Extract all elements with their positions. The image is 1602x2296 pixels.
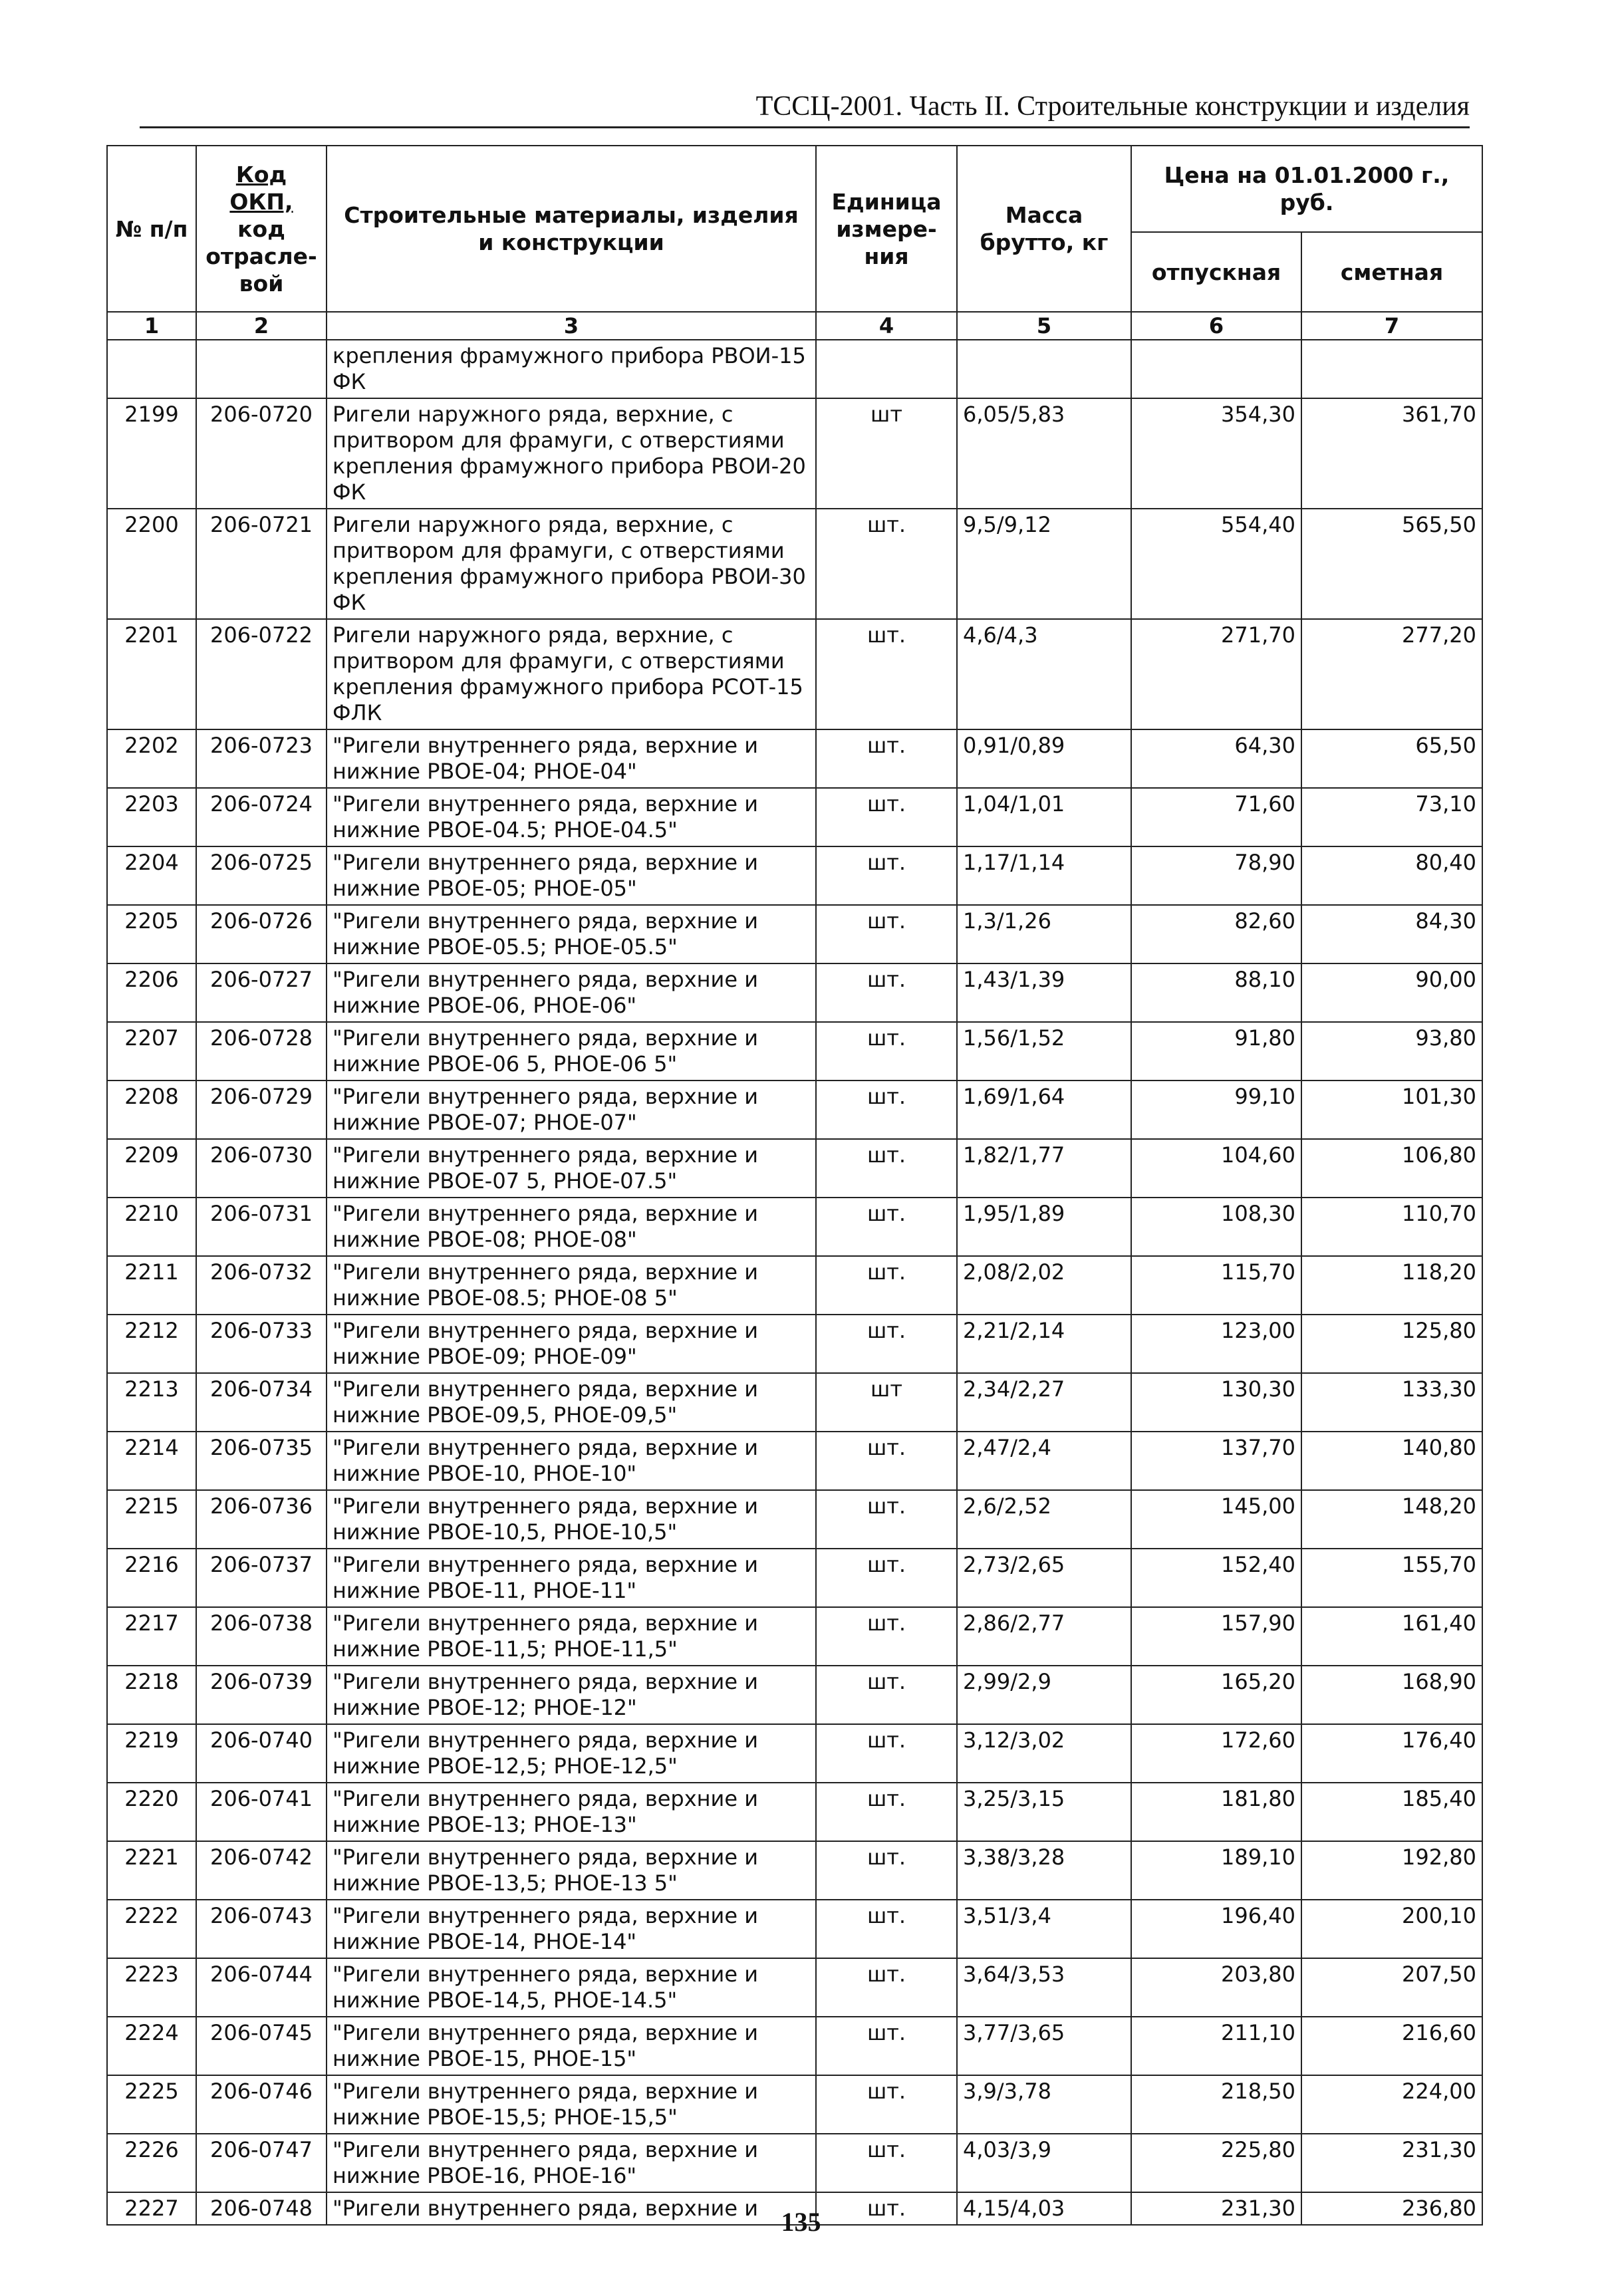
row-mass: 3,25/3,15 <box>957 1783 1131 1841</box>
row-price-estimate: 361,70 <box>1301 398 1482 509</box>
row-unit: шт. <box>816 1841 957 1900</box>
row-price-estimate: 231,30 <box>1301 2134 1482 2192</box>
row-mass: 1,82/1,77 <box>957 1139 1131 1198</box>
row-price-release: 64,30 <box>1131 729 1301 788</box>
table-row <box>107 1432 1482 1490</box>
table-row <box>107 509 1482 619</box>
row-name: "Ригели внутреннего ряда, верхние и нижние РВОЕ-07; РНОЕ-07" <box>327 1081 816 1139</box>
row-price-release: 172,60 <box>1131 1724 1301 1783</box>
row-price-release: 554,40 <box>1131 509 1301 619</box>
row-name: Ригели наружного ряда, верхние, с притвором для фрамуги, с отверстиями крепления фрамужного прибора РВОИ-20 ФК <box>327 398 816 509</box>
running-title: ТССЦ-2001. Часть II. Строительные конструкции и изделия <box>755 91 1470 122</box>
row-unit: шт <box>816 398 957 509</box>
row-unit: шт. <box>816 1198 957 1256</box>
row-unit: шт <box>816 1373 957 1432</box>
row-price-release: 108,30 <box>1131 1198 1301 1256</box>
row-name: Ригели наружного ряда, верхние, с притвором для фрамуги, с отверстиями крепления фрамужного прибора РСОТ-15 ФЛК <box>327 619 816 729</box>
row-code: 206-0724 <box>196 788 327 846</box>
row-number: 2200 <box>107 509 196 619</box>
row-code: 206-0739 <box>196 1666 327 1724</box>
row-name: "Ригели внутреннего ряда, верхние и <box>327 2192 816 2225</box>
table-body <box>107 340 1482 2225</box>
row-mass: 3,77/3,65 <box>957 2017 1131 2075</box>
row-mass: 9,5/9,12 <box>957 509 1131 619</box>
table-row <box>107 1198 1482 1256</box>
row-number: 2219 <box>107 1724 196 1783</box>
row-code: 206-0729 <box>196 1081 327 1139</box>
row-price-estimate: 176,40 <box>1301 1724 1482 1783</box>
table-row <box>107 340 1482 398</box>
row-name: "Ригели внутреннего ряда, верхние и нижние РВОЕ-07 5, РНОЕ-07.5" <box>327 1139 816 1198</box>
row-code: 206-0741 <box>196 1783 327 1841</box>
row-price-release: 225,80 <box>1131 2134 1301 2192</box>
row-number: 2217 <box>107 1607 196 1666</box>
row-mass: 4,15/4,03 <box>957 2192 1131 2225</box>
row-price-estimate: 155,70 <box>1301 1549 1482 1607</box>
row-unit: шт. <box>816 1607 957 1666</box>
table-row <box>107 2134 1482 2192</box>
table-row <box>107 2017 1482 2075</box>
row-price-estimate: 110,70 <box>1301 1198 1482 1256</box>
row-name: "Ригели внутреннего ряда, верхние и нижние РВОЕ-13,5; РНОЕ-13 5" <box>327 1841 816 1900</box>
table-row <box>107 788 1482 846</box>
row-number: 2201 <box>107 619 196 729</box>
row-mass: 1,56/1,52 <box>957 1022 1131 1081</box>
row-code: 206-0734 <box>196 1373 327 1432</box>
row-mass: 3,64/3,53 <box>957 1958 1131 2017</box>
row-mass: 0,91/0,89 <box>957 729 1131 788</box>
table-row <box>107 2075 1482 2134</box>
row-number: 2213 <box>107 1373 196 1432</box>
row-price-release: 115,70 <box>1131 1256 1301 1315</box>
row-unit: шт. <box>816 509 957 619</box>
row-code: 206-0731 <box>196 1198 327 1256</box>
row-price-release: 145,00 <box>1131 1490 1301 1549</box>
row-unit: шт. <box>816 619 957 729</box>
row-number: 2218 <box>107 1666 196 1724</box>
row-name: "Ригели внутреннего ряда, верхние и нижние РВОЕ-05.5; РНОЕ-05.5" <box>327 905 816 963</box>
column-number: 1 <box>107 312 196 340</box>
row-mass: 2,73/2,65 <box>957 1549 1131 1607</box>
row-code: 206-0728 <box>196 1022 327 1081</box>
row-mass: 3,12/3,02 <box>957 1724 1131 1783</box>
row-price-estimate: 73,10 <box>1301 788 1482 846</box>
row-code: 206-0745 <box>196 2017 327 2075</box>
row-code: 206-0746 <box>196 2075 327 2134</box>
row-number: 2222 <box>107 1900 196 1958</box>
row-mass: 1,17/1,14 <box>957 846 1131 905</box>
row-name: "Ригели внутреннего ряда, верхние и нижние РВОЕ-08.5; РНОЕ-08 5" <box>327 1256 816 1315</box>
row-code: 206-0747 <box>196 2134 327 2192</box>
row-mass <box>957 340 1131 398</box>
row-number: 2210 <box>107 1198 196 1256</box>
table-row <box>107 1139 1482 1198</box>
row-code: 206-0723 <box>196 729 327 788</box>
row-name: "Ригели внутреннего ряда, верхние и нижние РВОЕ-04; РНОЕ-04" <box>327 729 816 788</box>
row-price-estimate: 148,20 <box>1301 1490 1482 1549</box>
row-code: 206-0733 <box>196 1315 327 1373</box>
row-mass: 2,6/2,52 <box>957 1490 1131 1549</box>
row-unit: шт. <box>816 963 957 1022</box>
price-table <box>106 145 1483 2226</box>
row-name: "Ригели внутреннего ряда, верхние и нижние РВОЕ-09,5, РНОЕ-09,5" <box>327 1373 816 1432</box>
row-name: "Ригели внутреннего ряда, верхние и нижние РВОЕ-15,5; РНОЕ-15,5" <box>327 2075 816 2134</box>
table-row <box>107 619 1482 729</box>
row-name: "Ригели внутреннего ряда, верхние и нижние РВОЕ-06, РНОЕ-06" <box>327 963 816 1022</box>
row-mass: 4,6/4,3 <box>957 619 1131 729</box>
row-price-release: 165,20 <box>1131 1666 1301 1724</box>
column-number-row <box>107 312 1482 340</box>
row-name: крепления фрамужного прибора РВОИ-15 ФК <box>327 340 816 398</box>
row-mass: 4,03/3,9 <box>957 2134 1131 2192</box>
row-number: 2214 <box>107 1432 196 1490</box>
row-name: "Ригели внутреннего ряда, верхние и нижние РВОЕ-04.5; РНОЕ-04.5" <box>327 788 816 846</box>
row-code: 206-0737 <box>196 1549 327 1607</box>
row-price-release: 104,60 <box>1131 1139 1301 1198</box>
row-code: 206-0738 <box>196 1607 327 1666</box>
row-price-release: 152,40 <box>1131 1549 1301 1607</box>
table-row <box>107 1900 1482 1958</box>
row-unit: шт. <box>816 905 957 963</box>
row-price-release <box>1131 340 1301 398</box>
row-unit: шт. <box>816 1432 957 1490</box>
table-row <box>107 1724 1482 1783</box>
row-name: "Ригели внутреннего ряда, верхние и нижние РВОЕ-05; РНОЕ-05" <box>327 846 816 905</box>
row-name: "Ригели внутреннего ряда, верхние и нижние РВОЕ-12,5; РНОЕ-12,5" <box>327 1724 816 1783</box>
table-row <box>107 1549 1482 1607</box>
row-name: Ригели наружного ряда, верхние, с притвором для фрамуги, с отверстиями крепления фрамужного прибора РВОИ-30 ФК <box>327 509 816 619</box>
row-code: 206-0725 <box>196 846 327 905</box>
row-name: "Ригели внутреннего ряда, верхние и нижние РВОЕ-14, РНОЕ-14" <box>327 1900 816 1958</box>
row-name: "Ригели внутреннего ряда, верхние и нижние РВОЕ-06 5, РНОЕ-06 5" <box>327 1022 816 1081</box>
row-price-release: 189,10 <box>1131 1841 1301 1900</box>
row-code: 206-0748 <box>196 2192 327 2225</box>
row-price-estimate: 133,30 <box>1301 1373 1482 1432</box>
row-price-release: 130,30 <box>1131 1373 1301 1432</box>
row-price-release: 218,50 <box>1131 2075 1301 2134</box>
row-price-estimate: 84,30 <box>1301 905 1482 963</box>
row-code <box>196 340 327 398</box>
table-row <box>107 398 1482 509</box>
row-mass: 3,38/3,28 <box>957 1841 1131 1900</box>
row-unit: шт. <box>816 1666 957 1724</box>
row-price-estimate: 236,80 <box>1301 2192 1482 2225</box>
row-mass: 1,95/1,89 <box>957 1198 1131 1256</box>
table-row <box>107 963 1482 1022</box>
row-mass: 1,3/1,26 <box>957 905 1131 963</box>
row-code: 206-0727 <box>196 963 327 1022</box>
row-mass: 2,34/2,27 <box>957 1373 1131 1432</box>
row-code: 206-0742 <box>196 1841 327 1900</box>
row-mass: 2,08/2,02 <box>957 1256 1131 1315</box>
header-mass: Масса брутто, кг <box>957 146 1131 312</box>
row-code: 206-0732 <box>196 1256 327 1315</box>
row-name: "Ригели внутреннего ряда, верхние и нижние РВОЕ-08; РНОЕ-08" <box>327 1198 816 1256</box>
row-unit: шт. <box>816 1081 957 1139</box>
row-mass: 1,69/1,64 <box>957 1081 1131 1139</box>
row-price-estimate: 106,80 <box>1301 1139 1482 1198</box>
page-number: 135 <box>781 2207 821 2237</box>
row-number: 2204 <box>107 846 196 905</box>
table-row <box>107 1022 1482 1081</box>
row-unit: шт. <box>816 1724 957 1783</box>
row-name: "Ригели внутреннего ряда, верхние и нижние РВОЕ-15, РНОЕ-15" <box>327 2017 816 2075</box>
row-code: 206-0744 <box>196 1958 327 2017</box>
row-name: "Ригели внутреннего ряда, верхние и нижние РВОЕ-12; РНОЕ-12" <box>327 1666 816 1724</box>
row-price-estimate: 207,50 <box>1301 1958 1482 2017</box>
column-number: 6 <box>1131 312 1301 340</box>
row-unit: шт. <box>816 1022 957 1081</box>
row-name: "Ригели внутреннего ряда, верхние и нижние РВОЕ-10,5, РНОЕ-10,5" <box>327 1490 816 1549</box>
row-price-estimate <box>1301 340 1482 398</box>
table-row <box>107 1666 1482 1724</box>
table-row <box>107 729 1482 788</box>
row-unit: шт. <box>816 1549 957 1607</box>
row-code: 206-0740 <box>196 1724 327 1783</box>
row-unit: шт. <box>816 1256 957 1315</box>
row-price-estimate: 101,30 <box>1301 1081 1482 1139</box>
row-price-estimate: 200,10 <box>1301 1900 1482 1958</box>
table-row <box>107 1373 1482 1432</box>
row-number: 2212 <box>107 1315 196 1373</box>
row-unit: шт. <box>816 1490 957 1549</box>
table-header <box>107 146 1482 340</box>
row-mass: 2,99/2,9 <box>957 1666 1131 1724</box>
row-price-estimate: 65,50 <box>1301 729 1482 788</box>
row-number: 2202 <box>107 729 196 788</box>
row-unit: шт. <box>816 2017 957 2075</box>
row-price-estimate: 125,80 <box>1301 1315 1482 1373</box>
row-price-release: 196,40 <box>1131 1900 1301 1958</box>
table-row <box>107 846 1482 905</box>
row-code: 206-0722 <box>196 619 327 729</box>
row-price-release: 157,90 <box>1131 1607 1301 1666</box>
row-price-release: 123,00 <box>1131 1315 1301 1373</box>
row-price-estimate: 224,00 <box>1301 2075 1482 2134</box>
table-row <box>107 1315 1482 1373</box>
running-header <box>140 90 1470 128</box>
row-number: 2209 <box>107 1139 196 1198</box>
column-number: 3 <box>327 312 816 340</box>
row-price-estimate: 80,40 <box>1301 846 1482 905</box>
row-price-release: 88,10 <box>1131 963 1301 1022</box>
row-price-estimate: 168,90 <box>1301 1666 1482 1724</box>
column-number: 2 <box>196 312 327 340</box>
row-unit: шт. <box>816 2075 957 2134</box>
row-price-estimate: 140,80 <box>1301 1432 1482 1490</box>
row-code: 206-0721 <box>196 509 327 619</box>
header-price-group: Цена на 01.01.2000 г., руб. <box>1131 146 1482 232</box>
row-price-release: 203,80 <box>1131 1958 1301 2017</box>
row-price-estimate: 185,40 <box>1301 1783 1482 1841</box>
row-unit: шт. <box>816 2134 957 2192</box>
row-mass: 2,21/2,14 <box>957 1315 1131 1373</box>
row-price-release: 78,90 <box>1131 846 1301 905</box>
header-price-release: отпускная <box>1131 232 1301 312</box>
row-mass: 2,86/2,77 <box>957 1607 1131 1666</box>
row-number: 2203 <box>107 788 196 846</box>
row-price-release: 211,10 <box>1131 2017 1301 2075</box>
row-price-release: 91,80 <box>1131 1022 1301 1081</box>
header-code <box>196 146 327 312</box>
row-mass: 6,05/5,83 <box>957 398 1131 509</box>
row-name: "Ригели внутреннего ряда, верхние и нижние РВОЕ-14,5, РНОЕ-14.5" <box>327 1958 816 2017</box>
row-name: "Ригели внутреннего ряда, верхние и нижние РВОЕ-13; РНОЕ-13" <box>327 1783 816 1841</box>
row-mass: 1,43/1,39 <box>957 963 1131 1022</box>
row-unit: шт. <box>816 2192 957 2225</box>
row-number: 2205 <box>107 905 196 963</box>
column-number: 7 <box>1301 312 1482 340</box>
row-mass: 3,51/3,4 <box>957 1900 1131 1958</box>
row-unit: шт. <box>816 788 957 846</box>
row-number: 2226 <box>107 2134 196 2192</box>
table-row <box>107 1490 1482 1549</box>
table-row <box>107 1256 1482 1315</box>
row-number: 2223 <box>107 1958 196 2017</box>
row-number <box>107 340 196 398</box>
row-unit: шт. <box>816 1783 957 1841</box>
header-unit: Единица измере-ния <box>816 146 957 312</box>
row-unit: шт. <box>816 729 957 788</box>
table-row <box>107 1081 1482 1139</box>
row-number: 2208 <box>107 1081 196 1139</box>
row-mass: 2,47/2,4 <box>957 1432 1131 1490</box>
row-unit: шт. <box>816 1900 957 1958</box>
row-code: 206-0743 <box>196 1900 327 1958</box>
row-price-estimate: 161,40 <box>1301 1607 1482 1666</box>
table-row <box>107 1958 1482 2017</box>
row-number: 2216 <box>107 1549 196 1607</box>
table-row <box>107 1607 1482 1666</box>
row-number: 2211 <box>107 1256 196 1315</box>
column-number: 4 <box>816 312 957 340</box>
row-mass: 3,9/3,78 <box>957 2075 1131 2134</box>
row-code: 206-0720 <box>196 398 327 509</box>
row-number: 2220 <box>107 1783 196 1841</box>
table-row <box>107 1783 1482 1841</box>
row-mass: 1,04/1,01 <box>957 788 1131 846</box>
row-number: 2224 <box>107 2017 196 2075</box>
header-num: № п/п <box>107 146 196 312</box>
row-unit: шт. <box>816 846 957 905</box>
row-price-release: 231,30 <box>1131 2192 1301 2225</box>
row-price-release: 71,60 <box>1131 788 1301 846</box>
row-price-estimate: 118,20 <box>1301 1256 1482 1315</box>
row-number: 2221 <box>107 1841 196 1900</box>
header-code-okp: Код ОКП, <box>229 161 293 215</box>
row-code: 206-0726 <box>196 905 327 963</box>
row-price-estimate: 192,80 <box>1301 1841 1482 1900</box>
row-number: 2227 <box>107 2192 196 2225</box>
row-unit: шт. <box>816 1139 957 1198</box>
row-number: 2206 <box>107 963 196 1022</box>
row-unit: шт. <box>816 1958 957 2017</box>
header-price-estimate: сметная <box>1301 232 1482 312</box>
row-code: 206-0730 <box>196 1139 327 1198</box>
header-name: Строительные материалы, изделия и конструкции <box>327 146 816 312</box>
row-name: "Ригели внутреннего ряда, верхние и нижние РВОЕ-11,5; РНОЕ-11,5" <box>327 1607 816 1666</box>
row-price-release: 181,80 <box>1131 1783 1301 1841</box>
row-unit <box>816 340 957 398</box>
row-code: 206-0735 <box>196 1432 327 1490</box>
row-name: "Ригели внутреннего ряда, верхние и нижние РВОЕ-09; РНОЕ-09" <box>327 1315 816 1373</box>
row-price-release: 82,60 <box>1131 905 1301 963</box>
column-number: 5 <box>957 312 1131 340</box>
row-name: "Ригели внутреннего ряда, верхние и нижние РВОЕ-11, РНОЕ-11" <box>327 1549 816 1607</box>
row-number: 2225 <box>107 2075 196 2134</box>
row-price-release: 137,70 <box>1131 1432 1301 1490</box>
header-code-branch: код отрасле-вой <box>205 215 317 297</box>
row-name: "Ригели внутреннего ряда, верхние и нижние РВОЕ-10, РНОЕ-10" <box>327 1432 816 1490</box>
row-price-estimate: 90,00 <box>1301 963 1482 1022</box>
row-price-estimate: 93,80 <box>1301 1022 1482 1081</box>
row-name: "Ригели внутреннего ряда, верхние и нижние РВОЕ-16, РНОЕ-16" <box>327 2134 816 2192</box>
row-unit: шт. <box>816 1315 957 1373</box>
table-row <box>107 905 1482 963</box>
row-number: 2199 <box>107 398 196 509</box>
row-price-release: 271,70 <box>1131 619 1301 729</box>
row-code: 206-0736 <box>196 1490 327 1549</box>
row-number: 2207 <box>107 1022 196 1081</box>
row-number: 2215 <box>107 1490 196 1549</box>
row-price-estimate: 216,60 <box>1301 2017 1482 2075</box>
row-price-release: 354,30 <box>1131 398 1301 509</box>
table-row <box>107 1841 1482 1900</box>
row-price-estimate: 277,20 <box>1301 619 1482 729</box>
row-price-estimate: 565,50 <box>1301 509 1482 619</box>
row-price-release: 99,10 <box>1131 1081 1301 1139</box>
